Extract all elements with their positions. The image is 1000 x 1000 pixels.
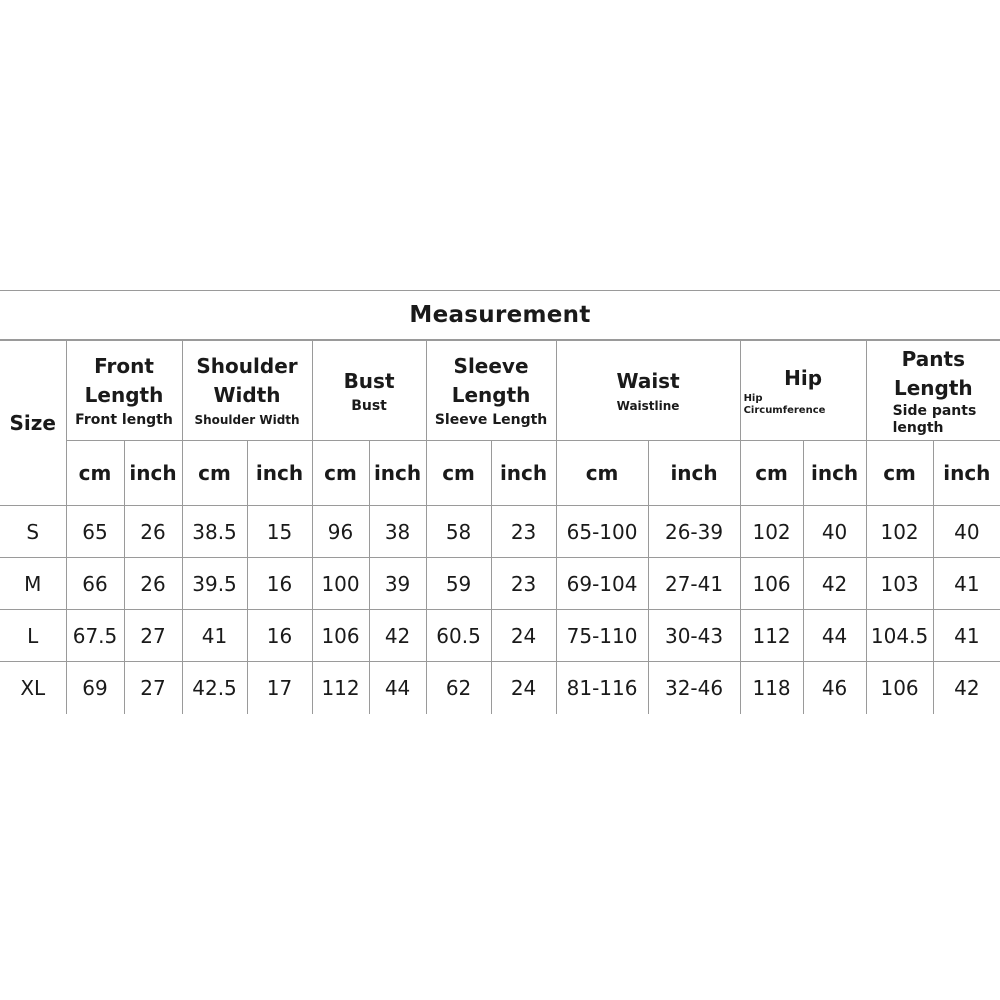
cell-value: 104.5 (870, 623, 929, 648)
table-row (0, 662, 1000, 714)
unit-header-inch (124, 441, 182, 506)
group-title-line: Bust (343, 368, 395, 393)
table-cell (491, 506, 556, 558)
table-cell (933, 558, 1000, 610)
group-title-line: Front (94, 354, 154, 378)
group-title-line: Length (893, 375, 973, 400)
cell-value: 41 (954, 571, 980, 596)
size-cell (0, 558, 66, 610)
cell-value: 40 (821, 519, 848, 544)
table-cell (124, 558, 182, 610)
table-cell (648, 662, 740, 714)
cell-value: 44 (384, 675, 411, 700)
table-cell (124, 506, 182, 558)
cell-value: 27 (140, 623, 166, 648)
group-header-shoulder-width (182, 341, 312, 441)
table-cell (933, 662, 1000, 714)
cell-value: 60.5 (436, 623, 481, 648)
table-cell (803, 662, 866, 714)
cell-value: 30-43 (664, 623, 724, 648)
group-title-line: Shoulder (196, 354, 298, 378)
cell-value: 112 (752, 623, 791, 648)
unit-label: cm (442, 461, 475, 485)
cell-value: 40 (954, 519, 980, 544)
table-cell (803, 506, 866, 558)
group-subtitle: Circumference (743, 405, 826, 416)
table-cell (933, 610, 1000, 662)
unit-header-cm (866, 441, 933, 506)
table-cell (124, 610, 182, 662)
table-cell (491, 662, 556, 714)
unit-header-inch (803, 441, 866, 506)
cell-value: 24 (510, 675, 537, 700)
group-title-line: Width (213, 383, 281, 407)
table-body (0, 506, 1000, 714)
group-title-line: Pants (901, 346, 965, 371)
cell-value: 39.5 (192, 571, 237, 596)
cell-value: 100 (321, 571, 360, 596)
table-cell (648, 558, 740, 610)
unit-header-inch (369, 441, 426, 506)
table-cell (648, 506, 740, 558)
table-cell (66, 610, 124, 662)
cell-value: 27 (140, 675, 166, 700)
cell-value: 67.5 (72, 623, 118, 648)
cell-value: 16 (266, 623, 293, 648)
table-cell (182, 506, 247, 558)
unit-label: inch (670, 461, 718, 485)
unit-label: cm (755, 461, 788, 485)
table-cell (803, 610, 866, 662)
table-cell (426, 610, 491, 662)
table-cell (803, 558, 866, 610)
unit-label: inch (373, 461, 422, 485)
group-subtitle: Front length (75, 412, 173, 428)
table-cell (866, 558, 933, 610)
table-cell (182, 662, 247, 714)
cell-value: 103 (880, 571, 919, 596)
size-value: S (26, 519, 40, 544)
group-header-waist (556, 341, 740, 441)
measurement-table (0, 340, 1000, 714)
unit-label: inch (129, 461, 177, 485)
table-cell (247, 506, 312, 558)
cell-value: 41 (201, 623, 228, 648)
unit-header-cm (426, 441, 491, 506)
cell-value: 27-41 (664, 571, 724, 596)
table-cell (312, 662, 369, 714)
table-cell (426, 662, 491, 714)
group-subtitle: length (892, 419, 944, 436)
cell-value: 112 (321, 675, 360, 700)
cell-value: 44 (821, 623, 848, 648)
table-row (0, 506, 1000, 558)
cell-value: 23 (510, 571, 537, 596)
table-cell (740, 610, 803, 662)
group-subtitle: Bust (351, 397, 387, 414)
cell-value: 59 (445, 571, 472, 596)
cell-value: 17 (266, 675, 293, 700)
table-row (0, 610, 1000, 662)
group-subtitle: Side pants (892, 402, 977, 419)
cell-value: 102 (752, 519, 791, 544)
unit-row (0, 441, 1000, 506)
table-cell (312, 558, 369, 610)
table-cell (556, 662, 648, 714)
table-cell (740, 662, 803, 714)
cell-value: 42 (954, 675, 980, 700)
unit-label: cm (585, 461, 619, 485)
table-cell (866, 662, 933, 714)
table-cell (369, 558, 426, 610)
cell-value: 32-46 (664, 675, 724, 700)
group-title-line: Length (451, 383, 531, 407)
group-title-line: Waist (616, 368, 680, 393)
cell-value: 106 (321, 623, 360, 648)
cell-value: 118 (752, 675, 791, 700)
unit-label: cm (883, 461, 916, 485)
cell-value: 42.5 (192, 675, 237, 700)
table-cell (556, 558, 648, 610)
group-header-hip (740, 341, 866, 441)
table-cell (312, 610, 369, 662)
unit-header-inch (933, 441, 1000, 506)
table-cell (369, 610, 426, 662)
table-cell (124, 662, 182, 714)
group-header-sleeve-length (426, 341, 556, 441)
unit-label: inch (255, 461, 304, 485)
unit-label: inch (499, 461, 548, 485)
size-cell (0, 610, 66, 662)
cell-value: 65-100 (566, 519, 638, 544)
cell-value: 42 (821, 571, 848, 596)
cell-value: 102 (880, 519, 919, 544)
cell-value: 58 (445, 519, 472, 544)
cell-value: 66 (82, 571, 108, 596)
group-subtitle: Sleeve Length (434, 412, 548, 428)
unit-header-inch (491, 441, 556, 506)
table-cell (491, 558, 556, 610)
unit-header-cm (182, 441, 247, 506)
table-cell (182, 558, 247, 610)
group-header-bust (312, 341, 426, 441)
table-row (0, 558, 1000, 610)
size-header (0, 341, 66, 506)
table-cell (740, 558, 803, 610)
unit-label: cm (324, 461, 357, 485)
group-title-line: Sleeve (453, 354, 529, 378)
size-cell (0, 662, 66, 714)
table-cell (556, 610, 648, 662)
unit-label: inch (810, 461, 859, 485)
size-value: L (27, 623, 39, 648)
cell-value: 75-110 (566, 623, 638, 648)
unit-label: cm (78, 461, 112, 485)
table-cell (247, 662, 312, 714)
cell-value: 38.5 (192, 519, 237, 544)
unit-header-inch (247, 441, 312, 506)
cell-value: 42 (384, 623, 411, 648)
table-cell (866, 610, 933, 662)
unit-label: cm (198, 461, 231, 485)
table-cell (426, 558, 491, 610)
cell-value: 65 (82, 519, 108, 544)
group-subtitle: Hip (743, 393, 763, 404)
size-cell (0, 506, 66, 558)
cell-value: 24 (510, 623, 537, 648)
size-value: XL (20, 675, 46, 700)
unit-header-cm (312, 441, 369, 506)
group-subtitle: Waistline (616, 398, 680, 413)
table-cell (933, 506, 1000, 558)
table-cell (247, 558, 312, 610)
table-cell (66, 662, 124, 714)
group-title-line: Length (84, 383, 164, 407)
table-cell (66, 558, 124, 610)
cell-value: 23 (510, 519, 537, 544)
table-cell (866, 506, 933, 558)
cell-value: 81-116 (566, 675, 638, 700)
table-cell (556, 506, 648, 558)
cell-value: 69-104 (566, 571, 638, 596)
table-cell (247, 610, 312, 662)
table-cell (491, 610, 556, 662)
table-cell (648, 610, 740, 662)
cell-value: 106 (752, 571, 791, 596)
table-cell (369, 506, 426, 558)
size-header-label: Size (9, 411, 56, 435)
unit-label: inch (943, 461, 991, 485)
table-cell (312, 506, 369, 558)
cell-value: 46 (821, 675, 848, 700)
cell-value: 16 (266, 571, 293, 596)
chart-title: Measurement (0, 290, 1000, 340)
cell-value: 15 (266, 519, 293, 544)
cell-value: 62 (445, 675, 472, 700)
cell-value: 26-39 (664, 519, 724, 544)
size-chart (0, 290, 1000, 710)
table-cell (369, 662, 426, 714)
group-subtitle: Shoulder Width (194, 413, 300, 427)
cell-value: 26 (140, 571, 166, 596)
unit-header-cm (66, 441, 124, 506)
table-cell (426, 506, 491, 558)
cell-value: 26 (140, 519, 166, 544)
size-value: M (24, 571, 42, 596)
unit-header-inch (648, 441, 740, 506)
group-header-front-length (66, 341, 182, 441)
cell-value: 38 (384, 519, 411, 544)
group-title-line: Hip (784, 366, 823, 390)
cell-value: 41 (954, 623, 980, 648)
table-cell (182, 610, 247, 662)
cell-value: 39 (384, 571, 411, 596)
cell-value: 69 (82, 675, 108, 700)
table-cell (740, 506, 803, 558)
cell-value: 96 (327, 519, 354, 544)
unit-header-cm (556, 441, 648, 506)
cell-value: 106 (880, 675, 919, 700)
group-header-pants-length (866, 341, 1000, 441)
unit-header-cm (740, 441, 803, 506)
table-cell (66, 506, 124, 558)
